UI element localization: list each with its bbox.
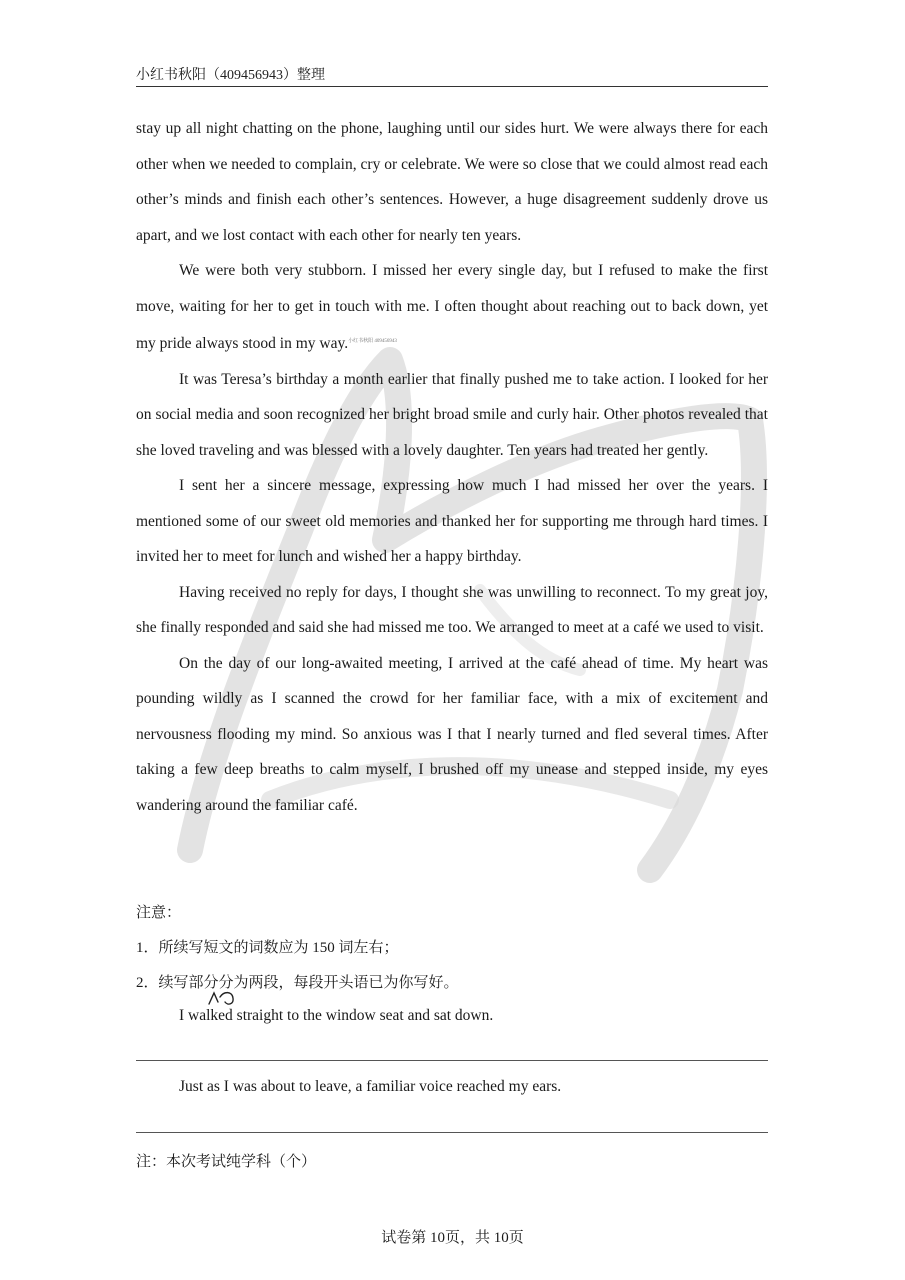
continuation-starter-2: Just as I was about to leave, a familiar voice reached my ears.: [179, 1078, 562, 1095]
passage-paragraph-1: stay up all night chatting on the phone, laughing until our sides hurt. We were always there for each other when we needed to complain, cry or celebrate. We were so close that we could almost read each other’s minds and finish each other’s sentences. However, a huge disagreement suddenly drove us apart, and we lost contact with each other for nearly ten years.: [136, 120, 768, 244]
passage-paragraph-6: On the day of our long-awaited meeting, I arrived at the café ahead of time. My heart was pounding wildly as I scanned the crowd for her familiar face, with a mix of excitement and nervousness flooding my mind. So anxious was I that I nearly turned and fled several times. After taking a few deep breaths to calm myself, I brushed off my unease and stepped inside, my eyes wandering around the familiar café.: [136, 654, 768, 814]
instructions-title: 注意：: [136, 905, 182, 921]
passage-paragraph-3: It was Teresa’s birthday a month earlier that finally pushed me to take action. I looked for her on social media and soon recognized her bright broad smile and curly hair. Other photos revealed that she loved traveling and was blessed with a lovely daughter. Ten years had treated her gently.: [136, 370, 768, 459]
reading-passage: [136, 111, 768, 823]
instructions: [136, 896, 768, 1001]
instruction-item-2: 2．续写部分分为两段，每段开头语已为你写好。: [136, 975, 459, 991]
header-divider: [136, 86, 768, 87]
writing-line-2: [136, 1132, 768, 1133]
passage-paragraph-4: I sent her a sincere message, expressing how much I had missed her over the years. I mentioned some of our sweet old memories and thanked her for supporting me through hard times. I invited her to meet for lunch and wished her a happy birthday.: [136, 477, 768, 566]
instruction-item-1: 1．所续写短文的词数应为 150 词左右；: [136, 940, 399, 956]
inline-watermark-mark: 小红书秋阳 409456943: [348, 339, 397, 344]
exam-footnote: 注：本次考试纯学科（个）: [136, 1154, 317, 1170]
writing-line-1: [136, 1060, 768, 1061]
handwritten-scribble: [206, 988, 238, 1008]
passage-paragraph-2-text: We were both very stubborn. I missed her every single day, but I refused to make the first move, waiting for her to get in touch with me. I often thought about reaching out to back down, yet my pride always stood in my way.: [136, 262, 768, 353]
passage-paragraph-5: Having received no reply for days, I thought she was unwilling to reconnect. To my great joy, she finally responded and said she had missed me too. We arranged to meet at a café we used to visit.: [136, 583, 768, 637]
passage-paragraph-2: [136, 253, 768, 362]
continuation-starter-1: I walked straight to the window seat and sat down.: [179, 1007, 494, 1024]
page-number: 试卷第 10页，共 10页: [381, 1230, 524, 1246]
page-header: 小红书秋阳（409456943）整理: [136, 68, 325, 83]
